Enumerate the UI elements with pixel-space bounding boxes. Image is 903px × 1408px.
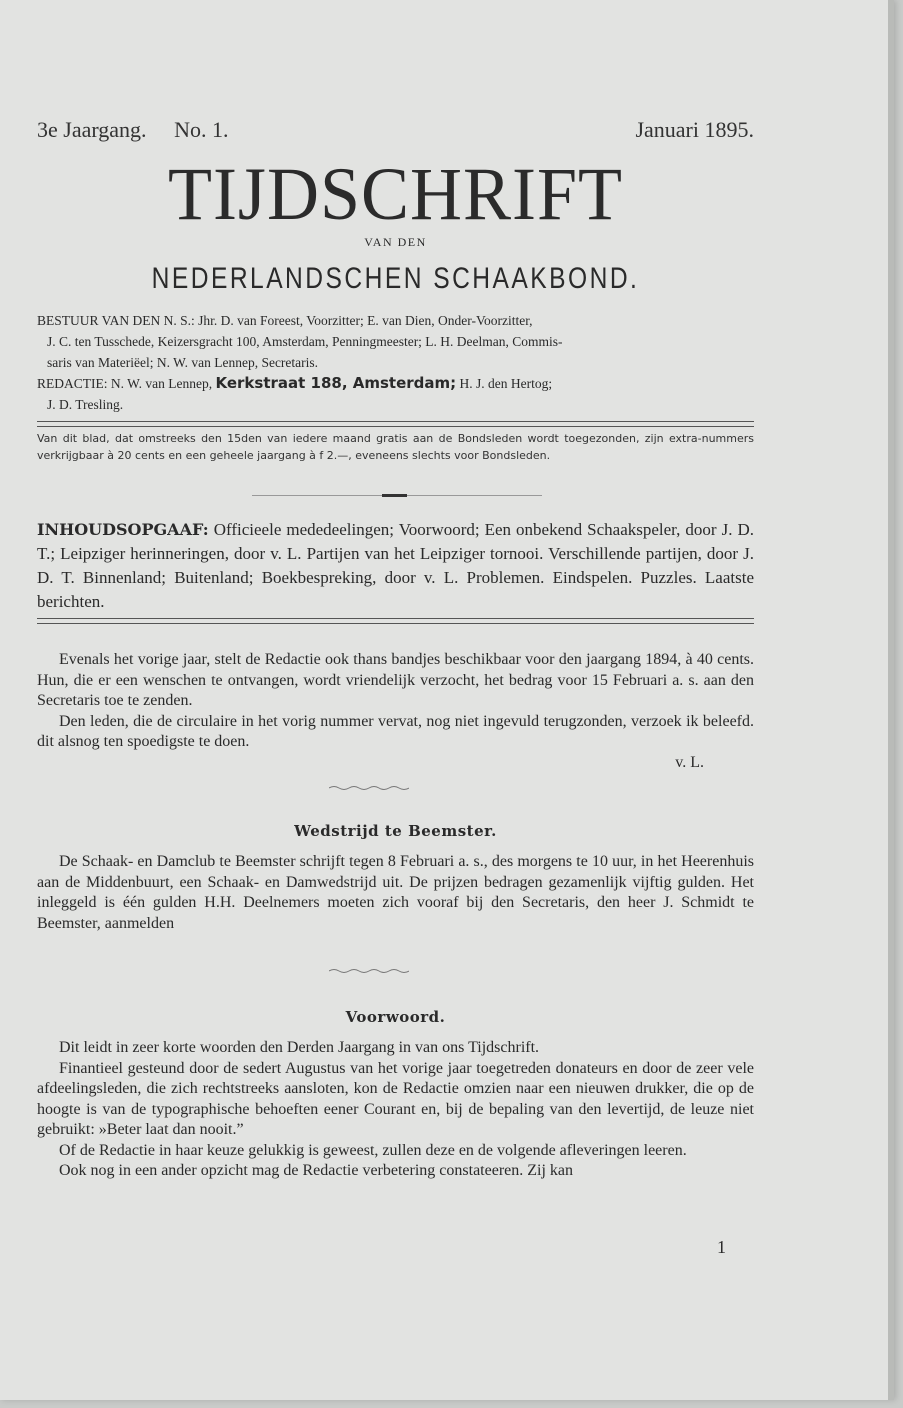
redactie-rest: H. J. den Hertog; (459, 376, 553, 391)
board-block (37, 310, 754, 415)
announcement-block (37, 650, 754, 773)
subtitle-small: VAN DEN (364, 235, 427, 249)
divider-rule-2 (37, 618, 754, 624)
board-line-5: J. D. Tresling. (47, 397, 124, 412)
journal-title: TIJDSCHRIFT (167, 152, 624, 236)
ornament-center (382, 494, 407, 497)
redactie-address: Kerkstraat 188, Amsterdam; (215, 374, 457, 392)
wedstrijd-block (37, 852, 754, 934)
contents-block (37, 518, 754, 614)
divider-rule (37, 421, 754, 427)
redactie-label: REDACTIE: (37, 376, 108, 391)
announcement-paragraph-1: Evenals het vorige jaar, stelt de Redactie ook thans bandjes beschikbaar voor den jaargang 1894, à 40 cents. Hun, die er een wenschen te ontvangen, wordt vriendelijk verzocht, het bedrag voor 15 Februari a. s. aan den Secretaris toe te zenden. (37, 651, 754, 709)
board-line-2: J. C. ten Tusschede, Keizersgracht 100, Amsterdam, Penningmeester; L. H. Deelman, Commis- (47, 334, 563, 349)
redactie-line (37, 373, 754, 394)
wave-ornament-1 (329, 785, 409, 791)
wave-ornament-2 (329, 968, 409, 974)
voorwoord-paragraph-2: Finantieel gesteund door de sedert Augustus van het vorige jaar toegetreden donateurs en door de zeer vele afdeelingsleden, die zich rechtstreeks aansloten, kon de Redactie omzien naar een nieuwen drukker, die op de hoogte is van de typographische behoeften eener Courant en, bij de bepaling van den levertijd, de leuze niet gebruikt: »Beter laat dan nooit.” (37, 1059, 754, 1138)
voorwoord-paragraph-1: Dit leidt in zeer korte woorden den Derden Jaargang in van ons Tijdschrift. (59, 1039, 540, 1056)
board-line-3: saris van Materiëel; N. W. van Lennep, Secretaris. (47, 355, 319, 370)
voorwoord-block (37, 1038, 754, 1182)
issue-number: No. 1. (174, 117, 229, 142)
announcement-paragraph-2: Den leden, die de circulaire in het vorig nummer vervat, nog niet ingevuld terugzonden, verzoek ik beleefd. dit alsnog ten spoedigste te doen. (37, 712, 754, 750)
subtitle-organization: NEDERLANDSCHEN SCHAAKBOND. (151, 262, 640, 295)
board-line-1: BESTUUR VAN DEN N. S.: Jhr. D. van Foreest, Voorzitter; E. van Dien, Onder-Voorzitter, (37, 313, 533, 328)
voorwoord-heading: Voorwoord. (345, 1008, 446, 1026)
voorwoord-paragraph-3: Of de Redactie in haar keuze gelukkig is geweest, zullen deze en de volgende afleveringen leeren. (59, 1141, 687, 1159)
contents-label: INHOUDSOPGAAF: (37, 520, 209, 539)
masthead-left (37, 117, 250, 143)
subscription-notice: Van dit blad, dat omstreeks den 15den van iedere maand gratis aan de Bondsleden wordt toegezonden, zijn extra-nummers verkrijgbaar à 20 cents en een geheele jaargang à f 2.—, eveneens slechts voor Bondsleden. (37, 432, 754, 462)
voorwoord-paragraph-4: Ook nog in een ander opzicht mag de Redactie verbetering constateeren. Zij kan (59, 1162, 574, 1179)
volume-label: 3e Jaargang. (37, 117, 147, 142)
page-number: 1 (717, 1237, 726, 1257)
wedstrijd-heading: Wedstrijd te Beemster. (294, 822, 497, 840)
contents-text: Officieele mededeelingen; Voorwoord; Een onbekend Schaakspeler, door J. D. T.; Leipziger herinneringen, door v. L. Partijen van het Leipziger tornooi. Verschillende partijen, door J. D. T. Binnenland; Buitenland; Boekbespreking, door v. L. Problemen. Eindspelen. Puzzles. Laatste berichten. (37, 520, 754, 611)
announcement-signature: v. L. (675, 753, 704, 771)
wedstrijd-text: De Schaak- en Damclub te Beemster schrijft tegen 8 Februari a. s., des morgens te 10 uur, in het Heerenhuis aan de Middenbuurt, een Schaak- en Damwedstrijd uit. De prijzen bedragen gezamenlijk vijftig gulden. Het inleggeld is één gulden H.H. Deelnemers moeten zich vooraf bij den Secretaris, den heer J. Schmidt te Beemster, aanmelden (37, 853, 754, 932)
issue-date: Januari 1895. (635, 117, 754, 142)
masthead-line (37, 117, 754, 143)
redactie-name: N. W. van Lennep, (110, 376, 213, 391)
